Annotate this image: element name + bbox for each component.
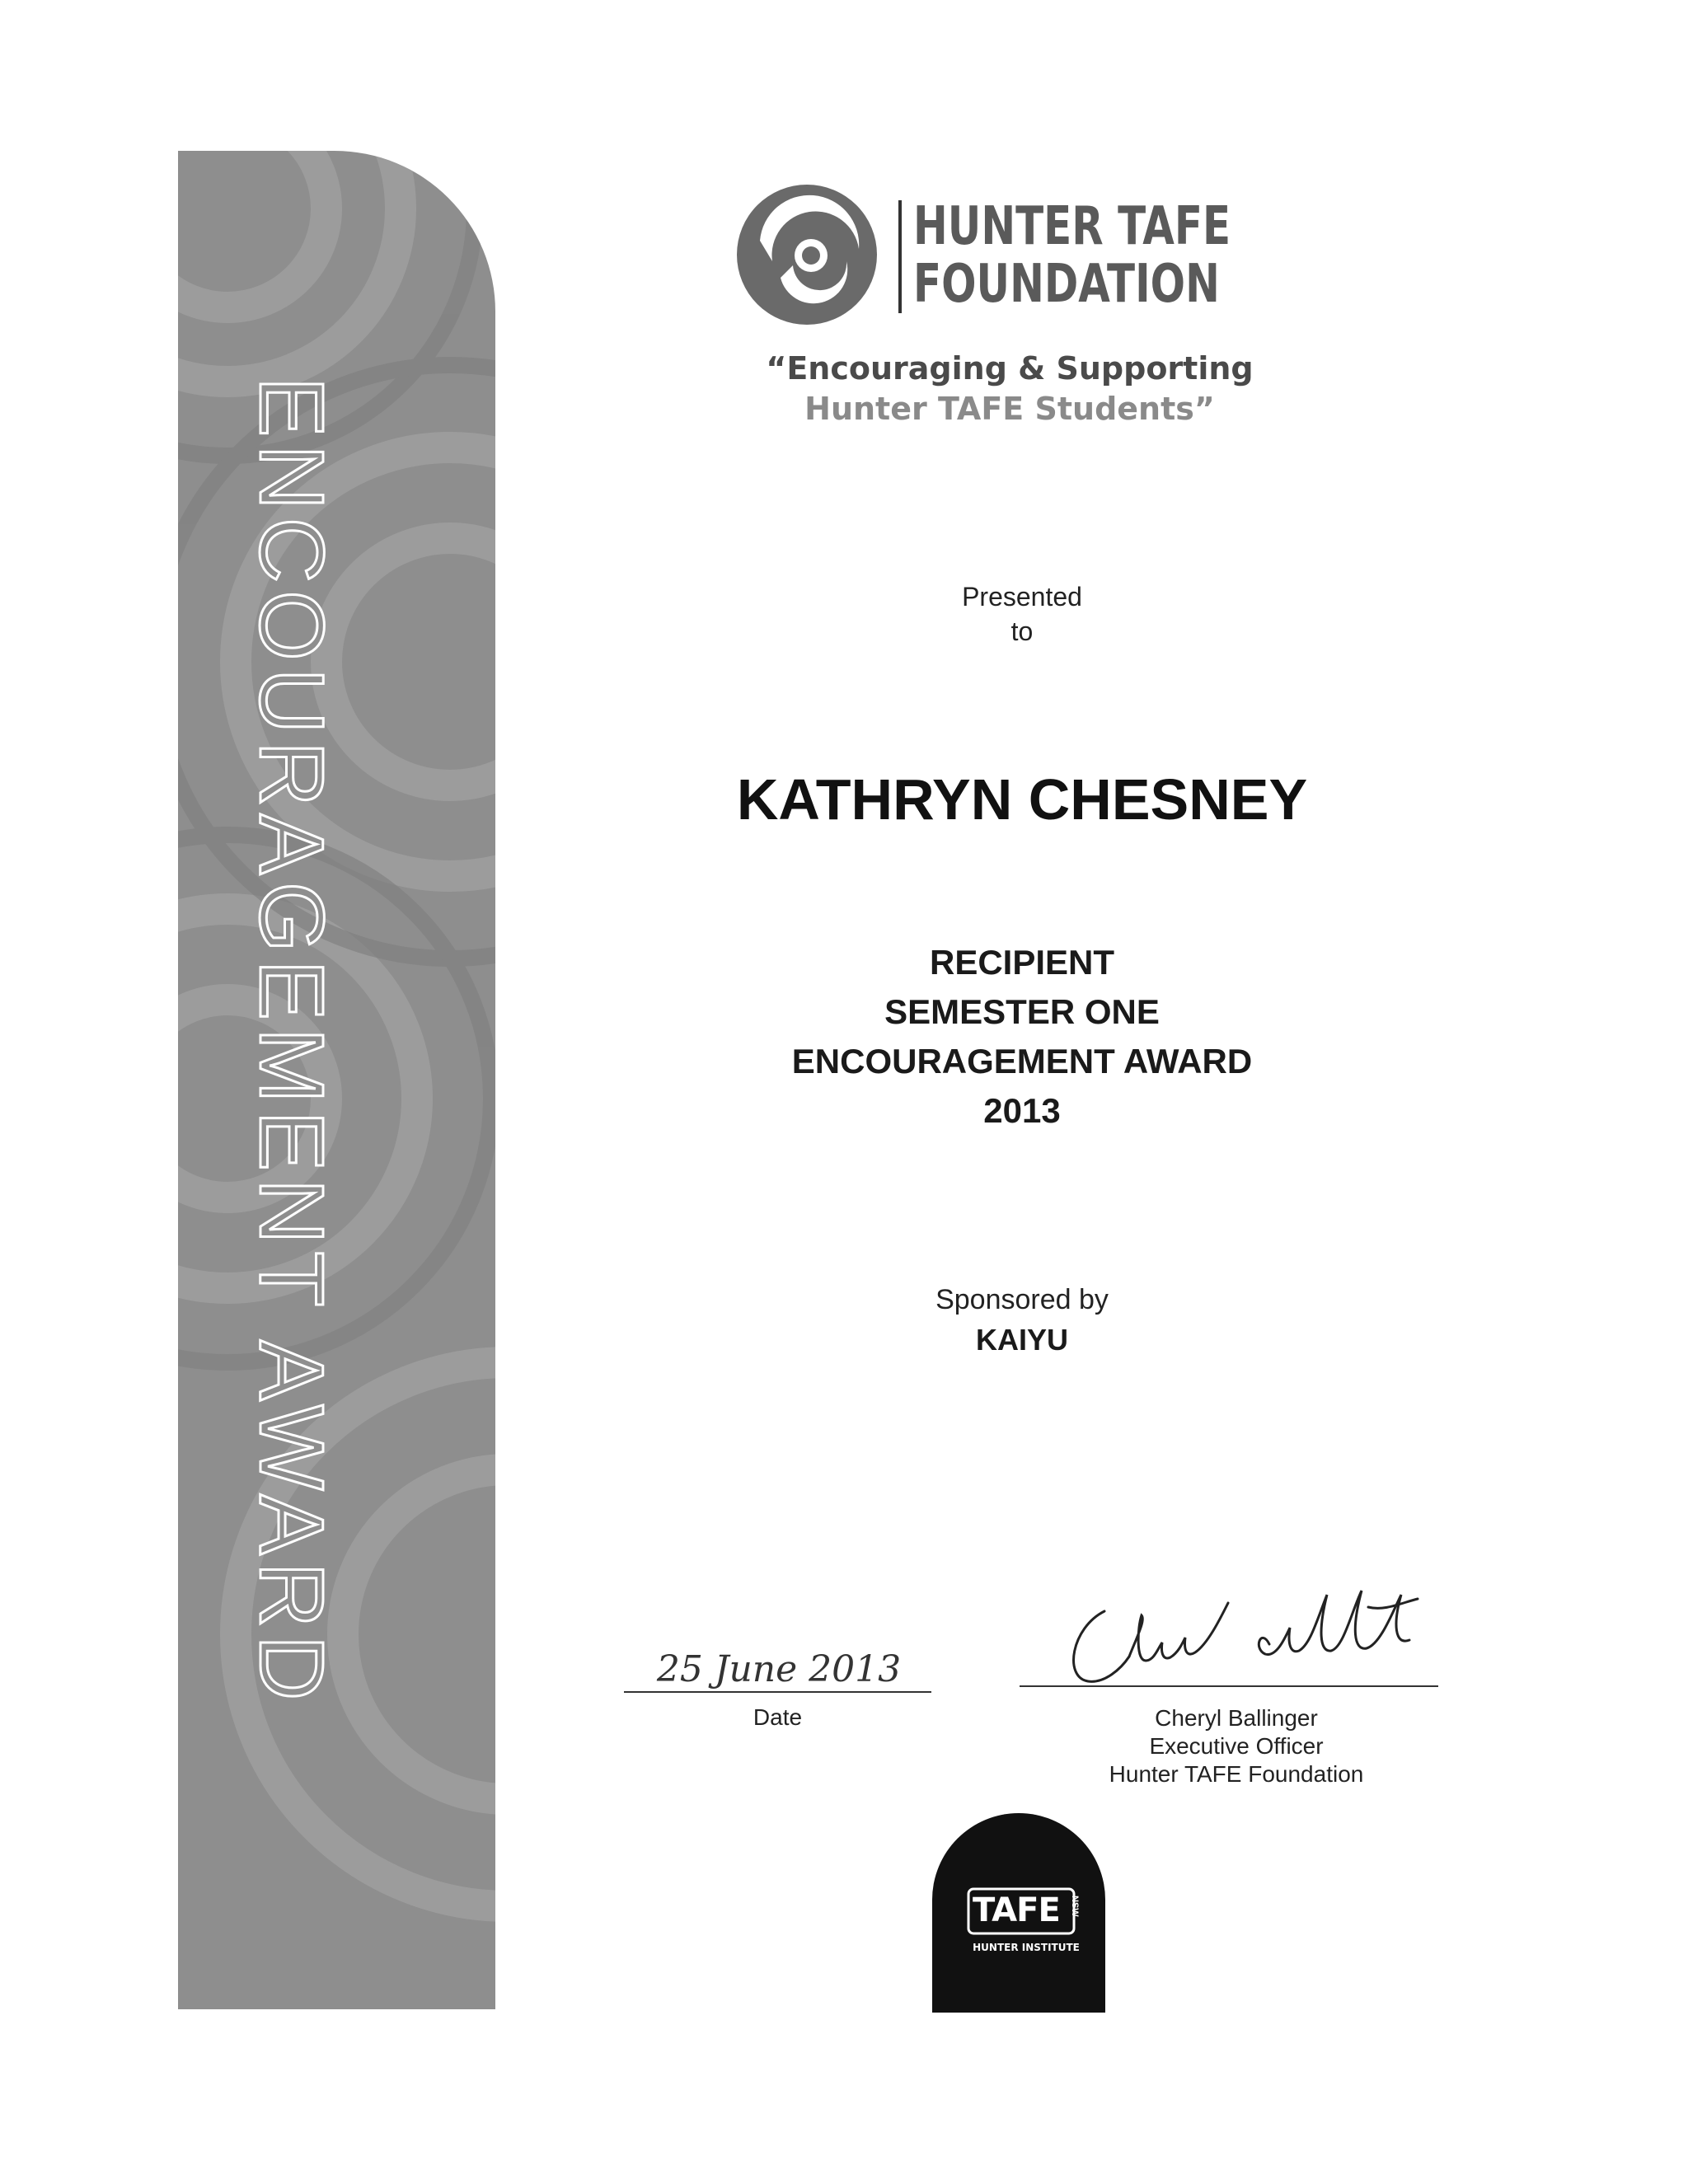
award-line-2: SEMESTER ONE	[884, 992, 1160, 1031]
date-line	[624, 1691, 931, 1693]
banner-title: ENCOURAGEMENT AWARD	[241, 377, 342, 1708]
award-line-3: ENCOURAGEMENT AWARD	[791, 1042, 1253, 1080]
tafe-state: NSW	[1070, 1896, 1080, 1917]
tagline-line-2: Hunter TAFE Students”	[804, 391, 1215, 427]
award-title	[610, 938, 1434, 1136]
presented-line-2: to	[1010, 616, 1034, 646]
swirl-logo-icon	[735, 183, 879, 327]
logo-line-1: HUNTER TAFE	[913, 196, 1231, 257]
tafe-subtitle: HUNTER INSTITUTE	[973, 1942, 1080, 1953]
logo-divider	[898, 200, 902, 313]
presented-line-1: Presented	[962, 582, 1082, 612]
date-label: Date	[753, 1704, 803, 1730]
award-line-1: RECIPIENT	[929, 943, 1115, 982]
logo-line-2: FOUNDATION	[913, 254, 1220, 315]
signature-line	[1020, 1685, 1438, 1687]
award-line-4: 2013	[983, 1091, 1061, 1130]
sponsor-name: KAIYU	[975, 1323, 1068, 1357]
tafe-brand: TAFE	[973, 1891, 1060, 1929]
foundation-name	[913, 198, 1231, 313]
signatory-name: Cheryl Ballinger	[1155, 1705, 1318, 1731]
signatory-title: Executive Officer	[1149, 1733, 1324, 1759]
presented-to	[610, 579, 1434, 649]
recipient-name: KATHRYN CHESNEY	[736, 767, 1308, 832]
signatory-block	[1071, 1704, 1401, 1788]
signatory-org: Hunter TAFE Foundation	[1109, 1761, 1364, 1787]
sponsor-label: Sponsored by	[935, 1284, 1109, 1315]
tagline-line-1: “Encouraging & Supporting	[766, 350, 1254, 387]
signature-image	[1055, 1578, 1434, 1694]
date-value: 25 June 2013	[656, 1648, 902, 1690]
